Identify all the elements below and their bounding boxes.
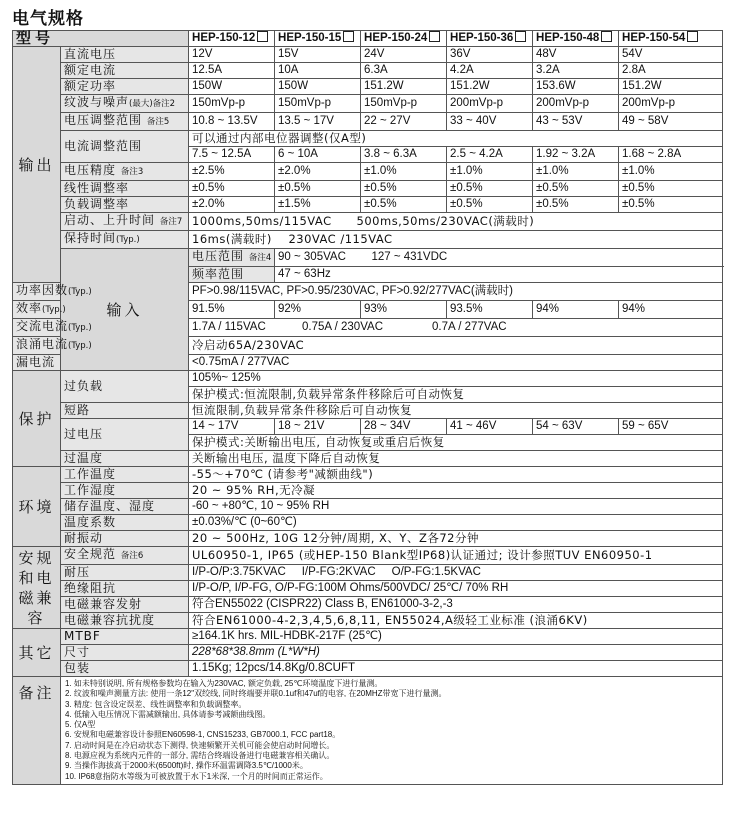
cell: 151.2W (361, 79, 447, 95)
label: 电压范围 备注4 (189, 249, 275, 267)
category-safety: 安规和电磁兼容 (13, 547, 61, 629)
label: 电磁兼容抗扰度 (61, 613, 189, 629)
label: 保持时间(Typ.) (61, 231, 189, 249)
category-others: 其它 (13, 629, 61, 677)
note-line: 9. 当操作海拔高于2000米(6500ft)时, 操作环温需调降3.5℃/1000米。 (65, 761, 308, 771)
row-overload (13, 371, 723, 387)
row-over-voltage (13, 419, 723, 435)
cell: 200mVp-p (619, 95, 723, 113)
cell: 1.92 ~ 3.2A (533, 147, 619, 163)
row-load-reg (13, 197, 723, 213)
cell: 150mVp-p (275, 95, 361, 113)
label: 短路 (61, 403, 189, 419)
label: 工作湿度 (61, 483, 189, 499)
row-mtbf (13, 629, 723, 645)
cell: ±0.5% (533, 197, 619, 213)
cell: ±0.5% (619, 197, 723, 213)
cell: 153.6W (533, 79, 619, 95)
model-label: 型号 (13, 31, 189, 47)
cell: 1.7A / 115VAC 0.75A / 230VAC 0.7A / 277VAC (189, 319, 723, 337)
cell: ±2.0% (275, 163, 361, 181)
cell: 200mVp-p (447, 95, 533, 113)
cell: 47 ~ 63Hz (275, 267, 723, 283)
cell: 91.5% (189, 301, 275, 319)
cell: 20 ~ 95% RH,无冷凝 (189, 483, 723, 499)
label: 纹波与噪声(最大)备注2 (61, 95, 189, 113)
label: 安全规范 备注6 (61, 547, 189, 565)
cell: 6 ~ 10A (275, 147, 361, 163)
row-rated-current (13, 63, 723, 79)
row-dimension (13, 645, 723, 661)
row-working-temp (13, 467, 723, 483)
cell: 18 ~ 21V (275, 419, 361, 435)
row-input-voltage (13, 249, 723, 267)
category-protection: 保护 (13, 371, 61, 467)
cell: 151.2W (447, 79, 533, 95)
cell: ±0.5% (447, 181, 533, 197)
cell: UL60950-1, IP65 (或HEP-150 Blank型IP68)认证通过; 设计参照TUV EN60950-1 (189, 547, 723, 565)
note-line: 5. 仅A型 (65, 720, 96, 730)
cell: 48V (533, 47, 619, 63)
row-working-humidity (13, 483, 723, 499)
cell: 10A (275, 63, 361, 79)
label: 工作温度 (61, 467, 189, 483)
label: 浪涌电流(Typ.) (13, 337, 61, 355)
cell: 150mVp-p (361, 95, 447, 113)
cell: 200mVp-p (533, 95, 619, 113)
cell: 符合EN55022 (CISPR22) Class B, EN61000-3-2,-3 (189, 597, 723, 613)
category-input: 输入 (61, 249, 189, 371)
label: 直流电压 (61, 47, 189, 63)
category-output: 输出 (13, 47, 61, 283)
cell: 关断输出电压, 温度下降后自动恢复 (189, 451, 723, 467)
cell: 保护模式:关断输出电压, 自动恢复或重启后恢复 (189, 435, 723, 451)
label: 功率因数(Typ.) (13, 283, 61, 301)
row-hold-time (13, 231, 723, 249)
category-notes: 备注 (13, 677, 61, 785)
cell: ±0.5% (619, 181, 723, 197)
note-line: 4. 低输入电压情况下需减额输出, 具体请参考减额曲线图。 (65, 709, 271, 719)
cell: 151.2W (619, 79, 723, 95)
cell: ±0.5% (533, 181, 619, 197)
row-withstand (13, 565, 723, 581)
note-line: 1. 如未特别说明, 所有规格参数均在输入为230VAC, 额定负载, 25℃环境温度下进行量测。 (65, 679, 383, 688)
row-emc-emission (13, 597, 723, 613)
cell: 150W (275, 79, 361, 95)
model-header-row (13, 31, 723, 47)
checkbox-icon (343, 31, 354, 42)
cell: 15V (275, 47, 361, 63)
cell: 93% (361, 301, 447, 319)
checkbox-icon (601, 31, 612, 42)
cell: ±0.5% (189, 181, 275, 197)
row-current-adj-desc (13, 131, 723, 147)
row-vibration (13, 531, 723, 547)
row-over-temp (13, 451, 723, 467)
cell: 12.5A (189, 63, 275, 79)
cell: -55～+70℃ (请参考"减额曲线") (189, 467, 723, 483)
row-rated-power (13, 79, 723, 95)
cell: 保护模式:恒流限制,负载异常条件移除后可自动恢复 (189, 387, 723, 403)
model-header: HEP-150-36 (447, 31, 533, 47)
cell: ±1.0% (447, 163, 533, 181)
row-voltage-tol (13, 163, 723, 181)
label: 耐振动 (61, 531, 189, 547)
cell: ±2.0% (189, 197, 275, 213)
note-line: 10. IP68意指防水等级为可被放置于水下1米深, 一个月的时间而正常运作。 (65, 771, 328, 781)
cell: -60 ~ +80℃, 10 ~ 95% RH (189, 499, 723, 515)
model-header: HEP-150-48 (533, 31, 619, 47)
cell: 12V (189, 47, 275, 63)
cell: I/P-O/P:3.75KVAC I/P-FG:2KVAC O/P-FG:1.5KVAC (189, 565, 723, 581)
cell: 3.2A (533, 63, 619, 79)
label: 交流电流(Typ.) (13, 319, 61, 337)
cell: 92% (275, 301, 361, 319)
cell: ±0.5% (361, 181, 447, 197)
cell: 150W (189, 79, 275, 95)
cell: 49 ~ 58V (619, 113, 723, 131)
row-temp-coeff (13, 515, 723, 531)
cell: 4.2A (447, 63, 533, 79)
cell: 2.5 ~ 4.2A (447, 147, 533, 163)
cell: 43 ~ 53V (533, 113, 619, 131)
row-isolation (13, 581, 723, 597)
checkbox-icon (429, 31, 440, 42)
note-line: 6. 安规和电磁兼容设计参照EN60598-1, CNS15233, GB7000.1, FCC part18。 (65, 730, 341, 740)
row-setup-time (13, 213, 723, 231)
cell: ±0.03%/℃ (0~60℃) (189, 515, 723, 531)
checkbox-icon (257, 31, 268, 42)
cell: 28 ~ 34V (361, 419, 447, 435)
cell: 2.8A (619, 63, 723, 79)
label: MTBF (61, 629, 189, 645)
spec-table (12, 30, 723, 785)
cell: ±0.5% (275, 181, 361, 197)
label: 电流调整范围 (61, 131, 189, 163)
cell: 41 ~ 46V (447, 419, 533, 435)
row-dc-voltage (13, 47, 723, 63)
label: 电压精度 备注3 (61, 163, 189, 181)
label: 漏电流 (13, 355, 61, 371)
label: 额定电流 (61, 63, 189, 79)
row-voltage-adj (13, 113, 723, 131)
cell: ±0.5% (361, 197, 447, 213)
page-title: 电气规格 (12, 9, 84, 29)
label: 线性调整率 (61, 181, 189, 197)
cell: 可以通过内部电位器调整(仅A型) (189, 131, 723, 147)
label: 启动、上升时间 备注7 (61, 213, 189, 231)
label: 尺寸 (61, 645, 189, 661)
label: 耐压 (61, 565, 189, 581)
cell: ±2.5% (189, 163, 275, 181)
label: 储存温度、湿度 (61, 499, 189, 515)
label: 绝缘阻抗 (61, 581, 189, 597)
row-notes (13, 677, 723, 785)
label: 效率(Typ.) (13, 301, 61, 319)
cell: 冷启动65A/230VAC (189, 337, 723, 355)
row-ripple (13, 95, 723, 113)
cell: 94% (533, 301, 619, 319)
label: 过温度 (61, 451, 189, 467)
cell: 20 ~ 500Hz, 10G 12分钟/周期, X、Y、Z各72分钟 (189, 531, 723, 547)
cell: ±1.0% (619, 163, 723, 181)
cell: ±1.0% (533, 163, 619, 181)
note-line: 8. 电源应视为系统内元件的一部分, 需结合终端设备进行电磁兼容相关确认。 (65, 751, 335, 761)
cell: 3.8 ~ 6.3A (361, 147, 447, 163)
cell: 1.15Kg; 12pcs/14.8Kg/0.8CUFT (189, 661, 723, 677)
cell: 24V (361, 47, 447, 63)
notes-block (61, 677, 723, 785)
note-line: 3. 精度: 包含设定误差、线性调整率和负载调整率。 (65, 699, 247, 709)
label: 电压调整范围 备注5 (61, 113, 189, 131)
label: 包装 (61, 661, 189, 677)
row-line-reg (13, 181, 723, 197)
cell: ±1.5% (275, 197, 361, 213)
cell: I/P-O/P, I/P-FG, O/P-FG:100M Ohms/500VDC/ 25℃/ 70% RH (189, 581, 723, 597)
category-environment: 环境 (13, 467, 61, 547)
cell: 1.68 ~ 2.8A (619, 147, 723, 163)
checkbox-icon (515, 31, 526, 42)
cell: 90 ~ 305VAC 127 ~ 431VDC (275, 249, 723, 267)
cell: 54V (619, 47, 723, 63)
label: 负载调整率 (61, 197, 189, 213)
cell: 22 ~ 27V (361, 113, 447, 131)
label: 频率范围 (189, 267, 275, 283)
label: 电磁兼容发射 (61, 597, 189, 613)
cell: 13.5 ~ 17V (275, 113, 361, 131)
cell: 16ms(满载时) 230VAC /115VAC (189, 231, 723, 249)
cell: ≥164.1K hrs. MIL-HDBK-217F (25℃) (189, 629, 723, 645)
row-safety-standards (13, 547, 723, 565)
cell: 93.5% (447, 301, 533, 319)
cell: 94% (619, 301, 723, 319)
cell: 36V (447, 47, 533, 63)
model-header: HEP-150-24 (361, 31, 447, 47)
row-packing (13, 661, 723, 677)
row-emc-immunity (13, 613, 723, 629)
cell: 恒流限制,负载异常条件移除后可自动恢复 (189, 403, 723, 419)
cell: 105%~ 125% (189, 371, 723, 387)
cell: 符合EN61000-4-2,3,4,5,6,8,11, EN55024,A级轻工业标准 (浪涌6KV) (189, 613, 723, 629)
cell: <0.75mA / 277VAC (189, 355, 723, 371)
checkbox-icon (687, 31, 698, 42)
label: 额定功率 (61, 79, 189, 95)
model-header: HEP-150-12 (189, 31, 275, 47)
model-header: HEP-150-15 (275, 31, 361, 47)
note-line: 2. 纹波和噪声测量方法: 使用一条12"双绞线, 同时终端要并联0.1uf和47uf的电容, 在20MHZ带宽下进行量测。 (65, 689, 447, 699)
cell: 59 ~ 65V (619, 419, 723, 435)
label: 过负载 (61, 371, 189, 403)
cell: 7.5 ~ 12.5A (189, 147, 275, 163)
cell: 14 ~ 17V (189, 419, 275, 435)
cell: 33 ~ 40V (447, 113, 533, 131)
label: 温度系数 (61, 515, 189, 531)
row-storage (13, 499, 723, 515)
cell: 228*68*38.8mm (L*W*H) (189, 645, 723, 661)
cell: 10.8 ~ 13.5V (189, 113, 275, 131)
cell: PF>0.98/115VAC, PF>0.95/230VAC, PF>0.92/277VAC(满载时) (189, 283, 723, 301)
label: 过电压 (61, 419, 189, 451)
note-line: 7. 启动时间是在冷启动状态下测得, 快速频繁开关机可能会使启动时间增长。 (65, 740, 335, 750)
row-short-circuit (13, 403, 723, 419)
cell: 1000ms,50ms/115VAC 500ms,50ms/230VAC(满载时) (189, 213, 723, 231)
cell: 6.3A (361, 63, 447, 79)
cell: 54 ~ 63V (533, 419, 619, 435)
cell: ±0.5% (447, 197, 533, 213)
model-header: HEP-150-54 (619, 31, 723, 47)
cell: ±1.0% (361, 163, 447, 181)
cell: 150mVp-p (189, 95, 275, 113)
